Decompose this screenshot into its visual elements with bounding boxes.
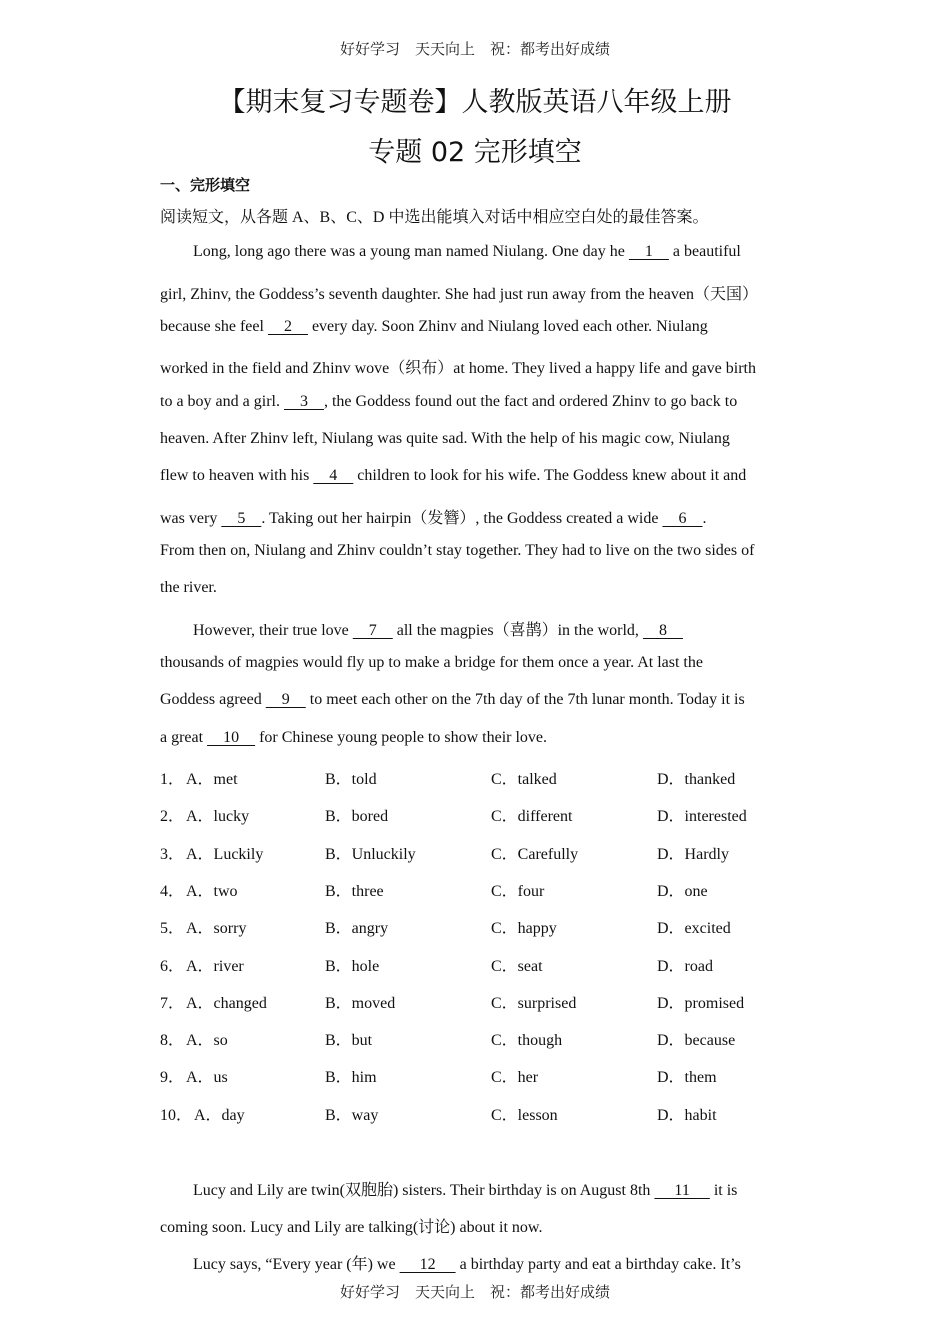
text: Lucy says, “Every year (年) we <box>193 1256 400 1273</box>
question-row <box>160 878 800 902</box>
passage-line <box>160 729 792 747</box>
option-b[interactable]: B．Unluckily <box>325 845 416 863</box>
passage-line: girl, Zhinv, the Goddess’s seventh daughter. She had just run away from the heaven（天国） <box>160 286 758 303</box>
option-b[interactable]: B．three <box>325 882 384 900</box>
option-b[interactable]: B．told <box>325 771 377 788</box>
page-subtitle: 专题 02 完形填空 <box>368 137 582 168</box>
blank-6: 6 <box>662 510 703 527</box>
passage-line <box>193 243 792 261</box>
option-a[interactable]: A．us <box>186 1069 228 1087</box>
passage-line: From then on, Niulang and Zhinv couldn’t stay together. They had to live on the two sides of <box>160 542 755 559</box>
question-number: 10． <box>160 1106 193 1124</box>
text: a beautiful <box>668 243 741 260</box>
question-number: 1． <box>160 771 185 788</box>
text: to meet each other on the 7th day of the 7th lunar month. Today it is <box>305 691 745 708</box>
option-c[interactable]: C．four <box>491 882 545 900</box>
blank-4: 4 <box>313 467 354 484</box>
blank-2: 2 <box>267 318 308 335</box>
option-d[interactable]: D．one <box>657 882 708 900</box>
passage-line <box>193 617 792 640</box>
option-c[interactable]: C．talked <box>491 771 557 788</box>
option-c[interactable]: C．Carefully <box>491 845 579 863</box>
option-d[interactable]: D．them <box>657 1069 717 1087</box>
passage-line <box>160 505 792 528</box>
text: all the magpies（喜鹊）in the world, <box>392 622 643 639</box>
blank-7: 7 <box>352 622 393 639</box>
option-b[interactable]: B．hole <box>325 957 380 975</box>
option-a[interactable]: A．Luckily <box>186 845 264 863</box>
option-c[interactable]: C．her <box>491 1069 539 1087</box>
option-d[interactable]: D．promised <box>657 994 745 1012</box>
question-row <box>160 990 800 1014</box>
option-d[interactable]: D．because <box>657 1032 736 1050</box>
text: Lucy and Lily are twin(双胞胎) sisters. Their birthday is on August 8th <box>193 1182 655 1199</box>
text: Goddess agreed <box>160 691 266 708</box>
option-c[interactable]: C．lesson <box>491 1106 558 1124</box>
text: every day. Soon Zhinv and Niulang loved each other. Niulang <box>307 318 708 335</box>
option-a[interactable]: A．met <box>186 771 238 788</box>
question-number: 3． <box>160 845 185 863</box>
option-a[interactable]: A．changed <box>186 994 267 1012</box>
blank-3: 3 <box>283 393 324 410</box>
option-d[interactable]: D．thanked <box>657 771 736 788</box>
question-row <box>160 915 800 939</box>
text: for Chinese young people to show their love. <box>255 729 548 746</box>
blank-12: 12 <box>399 1256 456 1273</box>
option-d[interactable]: D．excited <box>657 920 731 938</box>
option-b[interactable]: B．but <box>325 1032 373 1050</box>
option-d[interactable]: D．habit <box>657 1106 717 1124</box>
passage-line: worked in the field and Zhinv wove（织布）at home. They lived a happy life and gave birth <box>160 360 756 377</box>
option-c[interactable]: C．happy <box>491 920 557 938</box>
option-b[interactable]: B．angry <box>325 920 389 938</box>
question-number: 2． <box>160 808 185 826</box>
passage-line <box>160 691 792 709</box>
option-a[interactable]: A．day <box>194 1106 245 1124</box>
option-b[interactable]: B．him <box>325 1069 377 1087</box>
option-a[interactable]: A．so <box>186 1032 228 1050</box>
question-number: 4． <box>160 882 185 900</box>
question-number: 6． <box>160 957 185 975</box>
passage-line <box>160 393 792 411</box>
text: it is <box>709 1182 738 1199</box>
option-a[interactable]: A．lucky <box>186 808 250 826</box>
question-row <box>160 766 800 790</box>
page-footer: 好好学习 天天向上 祝：都考出好成绩 <box>339 1283 610 1301</box>
option-d[interactable]: D．interested <box>657 808 747 826</box>
text: to a boy and a girl. <box>160 393 284 410</box>
text: was very <box>160 510 222 527</box>
text: children to look for his wife. The Goddess knew about it and <box>353 467 747 484</box>
passage-line: coming soon. Lucy and Lily are talking(讨论) about it now. <box>160 1219 543 1236</box>
section-title: 一、完形填空 <box>160 176 251 194</box>
page-header: 好好学习 天天向上 祝：都考出好成绩 <box>339 40 610 58</box>
option-b[interactable]: B．bored <box>325 808 389 826</box>
question-number: 9． <box>160 1069 185 1087</box>
blank-1: 1 <box>628 243 669 260</box>
option-b[interactable]: B．moved <box>325 994 396 1012</box>
question-row <box>160 953 800 977</box>
passage-line <box>193 1251 792 1274</box>
option-d[interactable]: D．road <box>657 957 713 975</box>
passage-line: the river. <box>160 579 217 596</box>
passage-line: heaven. After Zhinv left, Niulang was quite sad. With the help of his magic cow, Niulang <box>160 430 730 447</box>
question-number: 8． <box>160 1032 185 1050</box>
passage-line <box>193 1177 792 1200</box>
text: flew to heaven with his <box>160 467 314 484</box>
text: a birthday party and eat a birthday cake. It’s <box>455 1256 741 1273</box>
blank-11: 11 <box>654 1182 710 1199</box>
page-title: 【期末复习专题卷】人教版英语八年级上册 <box>218 87 732 118</box>
option-c[interactable]: C．seat <box>491 957 543 975</box>
passage-line: thousands of magpies would fly up to make a bridge for them once a year. At last the <box>160 654 703 671</box>
text: However, their true love <box>193 622 353 639</box>
blank-10: 10 <box>207 729 256 746</box>
text: . <box>702 510 707 527</box>
option-c[interactable]: C．though <box>491 1032 563 1050</box>
instruction: 阅读短文，从各题 A、B、C、D 中选出能填入对话中相应空白处的最佳答案。 <box>160 209 709 226</box>
text: a great <box>160 729 208 746</box>
text: , the Goddess found out the fact and ordered Zhinv to go back to <box>323 393 738 410</box>
question-number: 7． <box>160 994 185 1012</box>
text: because she feel <box>160 318 268 335</box>
blank-8: 8 <box>642 622 683 639</box>
passage-line <box>160 467 792 485</box>
option-b[interactable]: B．way <box>325 1106 379 1124</box>
passage-line <box>160 318 792 336</box>
option-a[interactable]: A．river <box>186 957 244 975</box>
question-number: 5． <box>160 920 185 938</box>
text: Long, long ago there was a young man named Niulang. One day he <box>193 243 629 260</box>
question-row <box>160 1064 800 1088</box>
blank-9: 9 <box>265 691 306 708</box>
question-row <box>160 803 800 827</box>
option-d[interactable]: D．Hardly <box>657 845 729 863</box>
question-row <box>160 841 800 865</box>
text: . Taking out her hairpin（发簪）, the Goddess created a wide <box>261 510 663 527</box>
option-a[interactable]: A．sorry <box>186 920 247 938</box>
blank-5: 5 <box>221 510 262 527</box>
option-a[interactable]: A．two <box>186 882 238 900</box>
question-row <box>160 1102 800 1126</box>
option-c[interactable]: C．different <box>491 808 573 826</box>
option-c[interactable]: C．surprised <box>491 994 577 1012</box>
question-row <box>160 1027 800 1051</box>
